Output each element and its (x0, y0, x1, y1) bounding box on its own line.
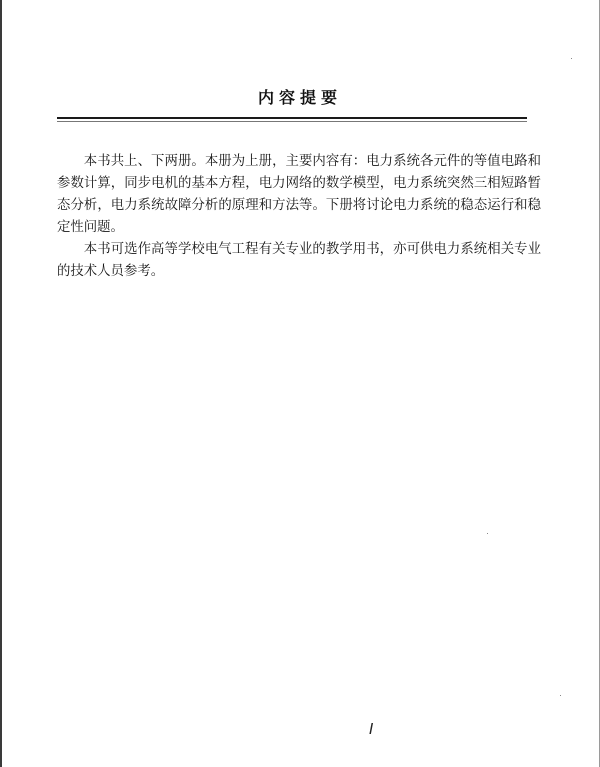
title-underline-thin (57, 121, 527, 122)
summary-paragraph-2: 本书可选作高等学校电气工程有关专业的教学用书，亦可供电力系统相关专业的技术人员参考。 (57, 242, 541, 279)
page-number: I (369, 720, 374, 738)
scan-speck (487, 533, 488, 534)
summary-body (57, 151, 541, 283)
scan-speck (571, 58, 572, 59)
summary-paragraph-1: 本书共上、下两册。本册为上册，主要内容有：电力系统各元件的等值电路和参数计算，同步电机的基本方程，电力网络的数学模型，电力系统突然三相短路暂态分析，电力系统故障分析的原理和方法等。下册将讨论电力系统的稳态运行和稳定性问题。 (57, 154, 541, 235)
page-title: 内容提要 (257, 88, 342, 107)
scan-speck (560, 695, 561, 696)
title-underline-thick (57, 117, 527, 119)
scan-border-left (0, 0, 2, 767)
